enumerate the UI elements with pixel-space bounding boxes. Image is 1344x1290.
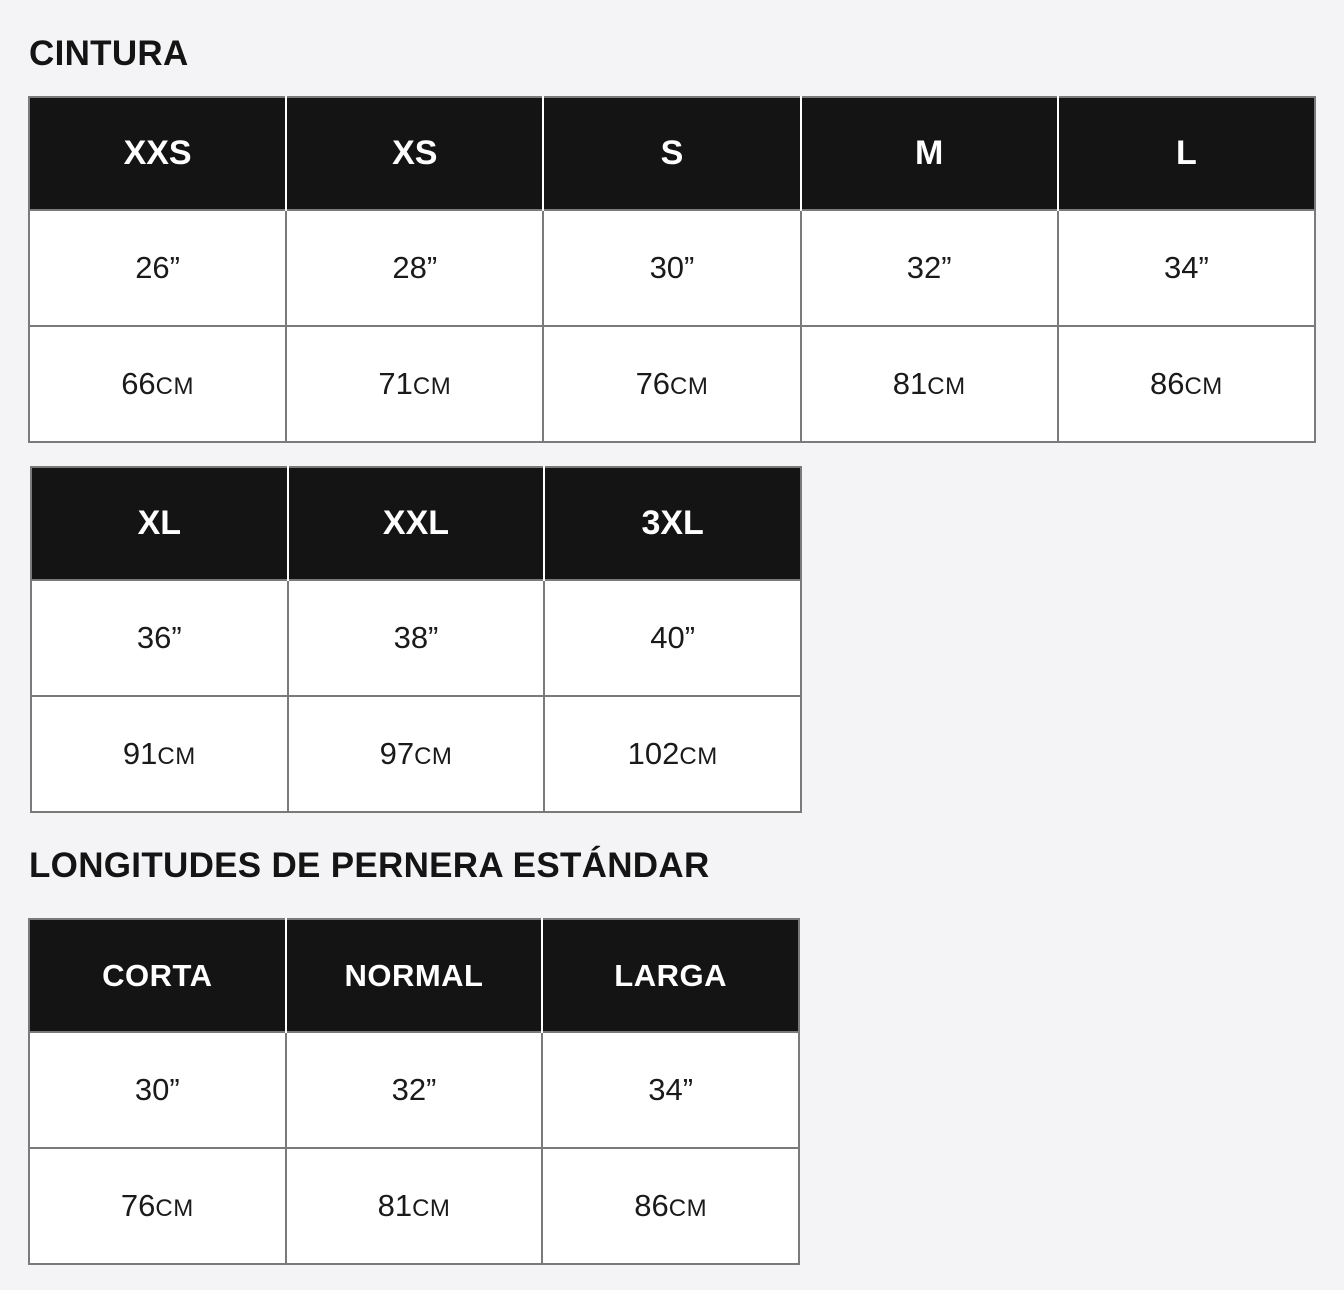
inches-cell: 34” [1058, 210, 1315, 326]
cm-value: 102 [627, 736, 680, 771]
cm-unit: CM [157, 743, 196, 770]
cm-unit: CM [412, 373, 452, 400]
table-header-row [29, 97, 1315, 210]
cm-unit: CM [1184, 373, 1223, 400]
inches-cell: 30” [543, 210, 800, 326]
cm-cell [29, 1148, 286, 1264]
inches-cell: 32” [801, 210, 1058, 326]
cm-cell [543, 326, 800, 442]
cm-value: 76 [120, 1188, 156, 1223]
inches-cell: 30” [29, 1032, 286, 1148]
leg-length-section-title: LONGITUDES DE PERNERA ESTÁNDAR [29, 846, 710, 885]
cm-unit: CM [668, 1195, 708, 1222]
length-header: CORTA [29, 919, 286, 1032]
inches-cell: 40” [544, 580, 801, 696]
cm-cell [1058, 326, 1315, 442]
waist-size-table [28, 96, 1316, 443]
inches-cell: 34” [542, 1032, 799, 1148]
cm-row [29, 1148, 799, 1264]
cm-unit: CM [679, 743, 718, 770]
cm-value: 86 [1149, 366, 1185, 401]
length-header: NORMAL [286, 919, 543, 1032]
cm-unit: CM [670, 373, 709, 400]
cm-value: 66 [121, 366, 156, 401]
cm-value: 97 [379, 736, 415, 771]
inches-cell: 26” [29, 210, 286, 326]
waist-section-title: CINTURA [29, 34, 189, 73]
size-header: 3XL [544, 467, 801, 580]
cm-cell [31, 696, 288, 812]
inches-row [29, 1032, 799, 1148]
cm-cell [286, 1148, 543, 1264]
cm-cell [288, 696, 545, 812]
inches-row [29, 210, 1315, 326]
cm-value: 71 [378, 366, 413, 401]
cm-unit: CM [155, 373, 194, 400]
cm-value: 76 [635, 366, 671, 401]
inches-cell: 32” [286, 1032, 543, 1148]
inches-cell: 36” [31, 580, 288, 696]
leg-length-table [28, 918, 800, 1265]
waist-size-table-extended [30, 466, 802, 813]
table-header-row [31, 467, 801, 580]
cm-value: 86 [634, 1188, 669, 1223]
cm-unit: CM [412, 1195, 451, 1222]
table-header-row [29, 919, 799, 1032]
cm-cell [286, 326, 543, 442]
cm-cell [29, 326, 286, 442]
length-header: LARGA [542, 919, 799, 1032]
size-header: XXL [288, 467, 545, 580]
cm-cell [542, 1148, 799, 1264]
cm-value: 81 [892, 366, 928, 401]
inches-cell: 28” [286, 210, 543, 326]
cm-row [31, 696, 801, 812]
size-header: M [801, 97, 1058, 210]
size-header: XL [31, 467, 288, 580]
cm-row [29, 326, 1315, 442]
inches-row [31, 580, 801, 696]
size-header: XXS [29, 97, 286, 210]
cm-value: 91 [122, 736, 158, 771]
cm-cell [544, 696, 801, 812]
size-header: XS [286, 97, 543, 210]
size-header: L [1058, 97, 1315, 210]
cm-unit: CM [927, 373, 966, 400]
size-header: S [543, 97, 800, 210]
cm-unit: CM [155, 1195, 194, 1222]
inches-cell: 38” [288, 580, 545, 696]
cm-cell [801, 326, 1058, 442]
cm-unit: CM [414, 743, 453, 770]
cm-value: 81 [377, 1188, 413, 1223]
